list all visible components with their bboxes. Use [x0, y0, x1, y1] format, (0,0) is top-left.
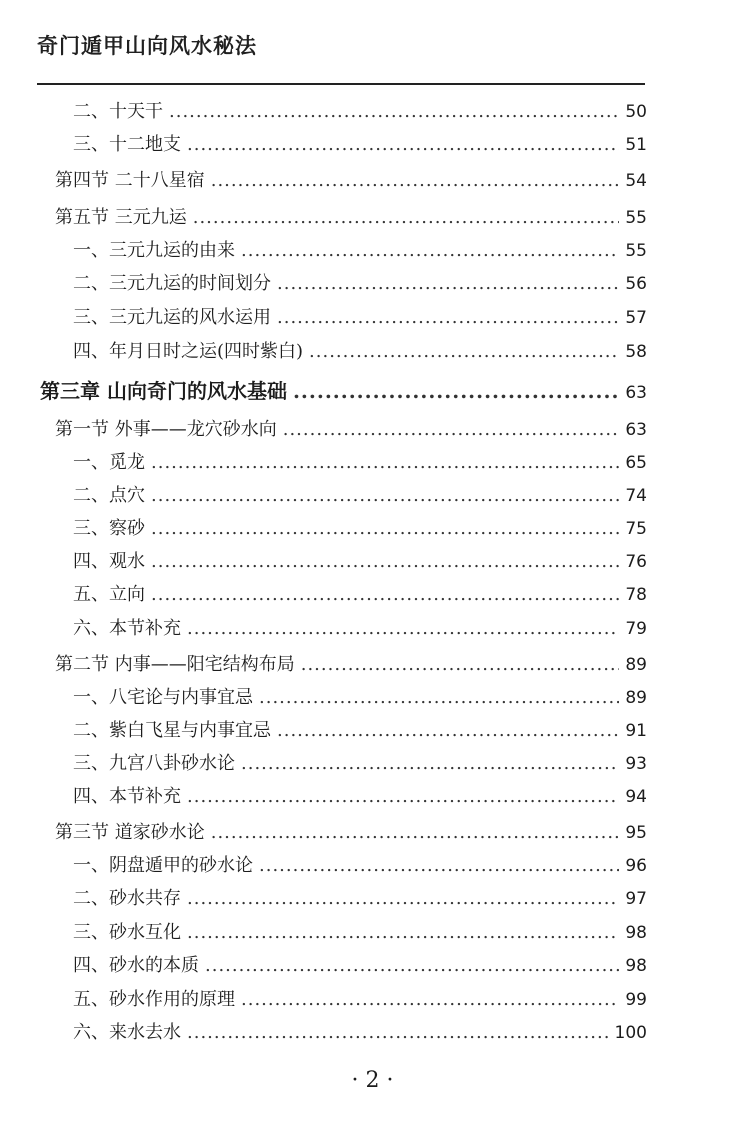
toc-entry-title: 三、九宫八卦砂水论 [73, 753, 235, 774]
toc-entry [73, 269, 647, 299]
toc-entry-title: 第五节 三元九运 [55, 207, 187, 228]
toc-entry-title: 第四节 二十八星宿 [55, 170, 205, 191]
toc-entry-page: 89 [625, 655, 647, 675]
toc-entry-page: 63 [625, 420, 647, 440]
toc-entry [55, 415, 647, 445]
toc-entry-page: 94 [625, 787, 647, 807]
toc-entry-page: 58 [625, 342, 647, 362]
toc-entry [73, 918, 647, 948]
toc-entry-title: 六、来水去水 [73, 1022, 181, 1043]
toc-entry-page: 50 [625, 102, 647, 122]
toc-entry [55, 818, 647, 848]
toc-entry [73, 448, 647, 478]
dot-leader [151, 580, 619, 610]
toc-entry-title: 二、紫白飞星与内事宜忌 [73, 720, 271, 741]
toc-entry [73, 851, 647, 881]
toc-entry-page: 55 [625, 208, 647, 228]
dot-leader [309, 337, 619, 367]
toc-entry-title: 一、三元九运的由来 [73, 240, 235, 261]
dot-leader [259, 683, 619, 713]
dot-leader [293, 376, 619, 406]
dot-leader [187, 1018, 609, 1048]
dot-leader [211, 166, 620, 196]
toc-entry-title: 第二节 内事——阳宅结构布局 [55, 654, 295, 675]
dot-leader [151, 481, 619, 511]
toc-entry-title: 一、八宅论与内事宜忌 [73, 687, 253, 708]
toc-entry [73, 514, 647, 544]
toc-entry-page: 100 [614, 1023, 647, 1043]
toc-entry-title: 第一节 外事——龙穴砂水向 [55, 419, 277, 440]
toc-entry-title: 六、本节补充 [73, 618, 181, 639]
toc-entry-title: 三、砂水互化 [73, 922, 181, 943]
toc-entry-title: 一、觅龙 [73, 452, 145, 473]
toc-entry-page: 76 [625, 552, 647, 572]
toc-entry [73, 716, 647, 746]
toc-entry [73, 547, 647, 577]
toc-entry [73, 236, 647, 266]
toc-entry-page: 99 [625, 990, 647, 1010]
dot-leader [241, 749, 619, 779]
dot-leader [277, 303, 619, 333]
dot-leader [169, 97, 619, 127]
toc-entry [73, 580, 647, 610]
toc-entry-title: 三、察砂 [73, 518, 145, 539]
dot-leader [187, 884, 619, 914]
dot-leader [277, 269, 619, 299]
dot-leader [151, 448, 619, 478]
dot-leader [187, 782, 619, 812]
toc-entry [73, 303, 647, 333]
toc-entry-title: 二、十天干 [73, 101, 163, 122]
toc-entry-title: 五、砂水作用的原理 [73, 989, 235, 1010]
toc-entry-page: 79 [625, 619, 647, 639]
toc-entry-title: 三、三元九运的风水运用 [73, 307, 271, 328]
toc-entry-page: 65 [625, 453, 647, 473]
dot-leader [241, 985, 619, 1015]
toc-entry [73, 97, 647, 127]
toc-entry-title: 二、三元九运的时间划分 [73, 273, 271, 294]
toc-entry-page: 57 [625, 308, 647, 328]
toc-entry-title: 第三章 山向奇门的风水基础 [40, 379, 287, 403]
header-rule [37, 83, 645, 85]
toc-entry-page: 93 [625, 754, 647, 774]
toc-entry [73, 985, 647, 1015]
running-title: 奇门遁甲山向风水秘法 [37, 33, 257, 58]
toc-entry [73, 951, 647, 981]
dot-leader [241, 236, 619, 266]
dot-leader [151, 514, 619, 544]
toc-entry [73, 782, 647, 812]
dot-leader [151, 547, 619, 577]
toc-entry [55, 203, 647, 233]
toc-entry [40, 376, 647, 406]
toc-entry [73, 683, 647, 713]
toc-entry-title: 四、观水 [73, 551, 145, 572]
toc-entry-title: 一、阴盘遁甲的砂水论 [73, 855, 253, 876]
toc-entry-page: 74 [625, 486, 647, 506]
dot-leader [259, 851, 619, 881]
dot-leader [187, 614, 619, 644]
dot-leader [187, 130, 619, 160]
toc-entry [73, 614, 647, 644]
toc-entry [55, 166, 647, 196]
toc-entry-page: 91 [625, 721, 647, 741]
toc-entry-page: 98 [625, 923, 647, 943]
toc-entry [73, 130, 647, 160]
toc-entry-title: 五、立向 [73, 584, 145, 605]
page-number: · 2 · [351, 1068, 394, 1093]
toc-entry [73, 1018, 647, 1048]
dot-leader [301, 650, 620, 680]
dot-leader [283, 415, 620, 445]
dot-leader [211, 818, 620, 848]
toc-entry-title: 第三节 道家砂水论 [55, 822, 205, 843]
dot-leader [187, 918, 619, 948]
toc-entry-page: 98 [625, 956, 647, 976]
toc-entry [73, 481, 647, 511]
toc-entry-page: 54 [625, 171, 647, 191]
toc-entry-page: 96 [625, 856, 647, 876]
dot-leader [193, 203, 620, 233]
toc-entry-page: 51 [625, 135, 647, 155]
toc-entry-title: 四、年月日时之运(四时紫白) [73, 341, 304, 362]
toc-entry-title: 四、本节补充 [73, 786, 181, 807]
toc-entry-title: 二、砂水共存 [73, 888, 181, 909]
toc-entry-title: 四、砂水的本质 [73, 955, 199, 976]
toc-entry-page: 55 [625, 241, 647, 261]
toc-entry-page: 75 [625, 519, 647, 539]
toc-entry-title: 三、十二地支 [73, 134, 181, 155]
toc-entry-page: 56 [625, 274, 647, 294]
toc-entry-page: 97 [625, 889, 647, 909]
toc-entry [73, 884, 647, 914]
toc-entry-page: 78 [625, 585, 647, 605]
toc-entry-page: 95 [625, 823, 647, 843]
dot-leader [277, 716, 619, 746]
toc-entry [73, 749, 647, 779]
toc-entry-page: 89 [625, 688, 647, 708]
toc-entry-title: 二、点穴 [73, 485, 145, 506]
toc-entry [73, 337, 647, 367]
toc-entry-page: 63 [625, 383, 647, 403]
dot-leader [205, 951, 619, 981]
toc-entry [55, 650, 647, 680]
